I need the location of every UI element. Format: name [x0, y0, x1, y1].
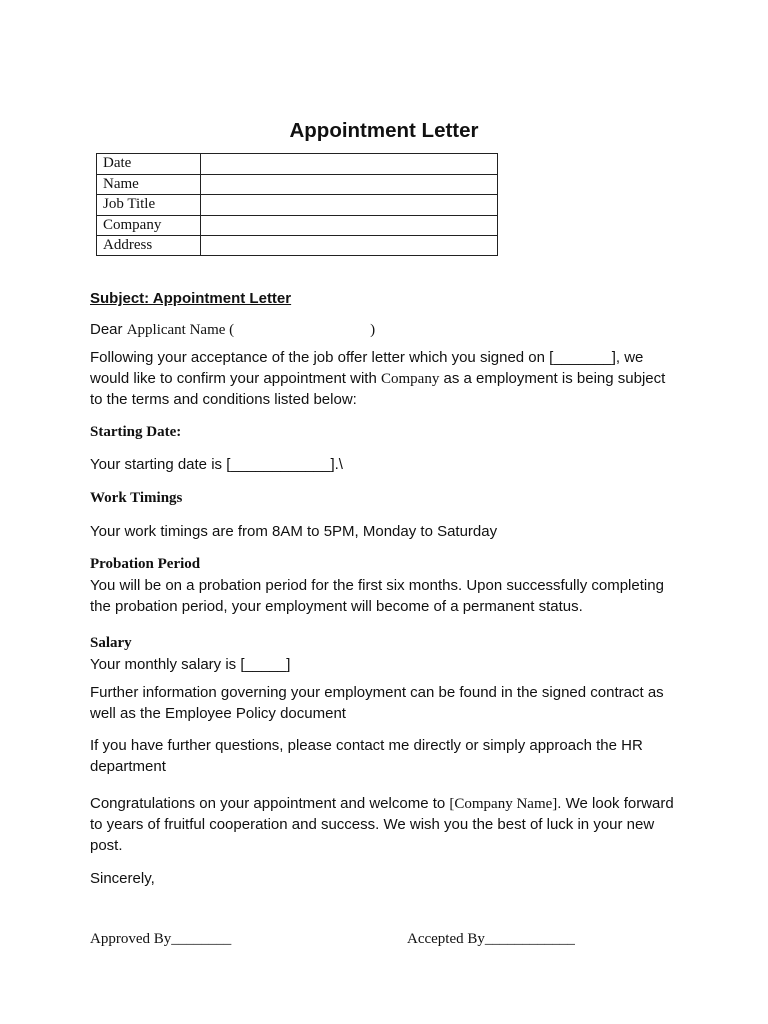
starting-date-heading-text: Starting Date:	[90, 424, 182, 440]
congratulations-line-2: to years of fruitful cooperation and success. We wish you the best of luck in your new	[90, 816, 655, 833]
starting-date-heading	[90, 422, 181, 443]
details-table	[96, 153, 498, 256]
probation-heading: Probation Period	[90, 556, 201, 572]
congratulations-line-3: post.	[90, 837, 123, 854]
name-field	[201, 175, 497, 194]
job-title-field	[201, 195, 497, 214]
job-title-label: Job Title	[97, 195, 201, 214]
closing	[90, 868, 155, 889]
questions-line-1: If you have further questions, please contact me directly or simply approach the HR	[90, 737, 643, 754]
table-row-date	[97, 154, 497, 174]
salary-heading: Salary	[90, 635, 132, 651]
questions-paragraph	[90, 735, 643, 777]
company-label: Company	[97, 216, 201, 235]
further-info-line-2: well as the Employee Policy document	[90, 705, 346, 722]
subject-text: Subject: Appointment Letter	[90, 290, 292, 307]
congratulations-line-1-end: . We look forward	[557, 795, 674, 812]
approved-by-text: Approved By________	[90, 931, 232, 947]
table-row-company	[97, 215, 497, 235]
address-field	[201, 236, 497, 255]
address-label: Address	[97, 236, 201, 255]
accepted-by-signature	[407, 929, 575, 950]
approved-by-signature	[90, 929, 231, 950]
table-row-address	[97, 235, 497, 255]
intro-line-2	[90, 368, 665, 389]
date-label: Date	[97, 154, 201, 174]
probation-line-2: the probation period, your employment will become of a permanent status.	[90, 598, 583, 615]
probation-section	[90, 554, 664, 617]
applicant-name-close: )	[370, 322, 376, 338]
intro-line-3: to the terms and conditions listed below:	[90, 391, 357, 408]
salary-line: Your monthly salary is [_____]	[90, 656, 291, 673]
closing-text: Sincerely,	[90, 870, 155, 887]
intro-line-2-end: as a employment is being subject	[439, 370, 666, 387]
work-timings-text	[90, 521, 497, 542]
intro-paragraph	[90, 347, 665, 410]
applicant-name-label: Applicant Name (	[126, 322, 235, 338]
intro-line-2-start: would like to confirm your appointment with	[90, 370, 381, 387]
document-title: Appointment Letter	[289, 119, 479, 142]
date-field	[201, 154, 497, 174]
salutation-line	[90, 319, 375, 340]
work-timings-heading	[90, 488, 182, 509]
congratulations-line-1-start: Congratulations on your appointment and welcome to	[90, 795, 450, 812]
company-name-placeholder: [Company Name]	[449, 796, 558, 812]
table-row-job-title	[97, 194, 497, 214]
accepted-by-text: Accepted By____________	[407, 931, 575, 947]
salary-section	[90, 633, 290, 675]
subject-line	[90, 288, 291, 309]
questions-line-2: department	[90, 758, 166, 775]
work-timings-line: Your work timings are from 8AM to 5PM, Monday to Saturday	[90, 523, 498, 540]
probation-line-1: You will be on a probation period for the first six months. Upon successfully completing	[90, 577, 664, 594]
starting-date-text	[90, 454, 343, 475]
congratulations-line-1	[90, 793, 674, 814]
intro-line-1: Following your acceptance of the job offer letter which you signed on [_______], we	[90, 349, 644, 366]
congratulations-paragraph	[90, 793, 674, 856]
salutation-greeting: Dear	[90, 321, 127, 338]
starting-date-line: Your starting date is [____________].\	[90, 456, 343, 473]
further-info-line-1: Further information governing your employment can be found in the signed contract as	[90, 684, 664, 701]
company-field	[201, 216, 497, 235]
company-placeholder: Company	[380, 371, 440, 387]
table-row-name	[97, 174, 497, 194]
name-label: Name	[97, 175, 201, 194]
work-timings-heading-text: Work Timings	[90, 490, 183, 506]
further-info-paragraph	[90, 682, 664, 724]
salutation	[90, 319, 375, 340]
